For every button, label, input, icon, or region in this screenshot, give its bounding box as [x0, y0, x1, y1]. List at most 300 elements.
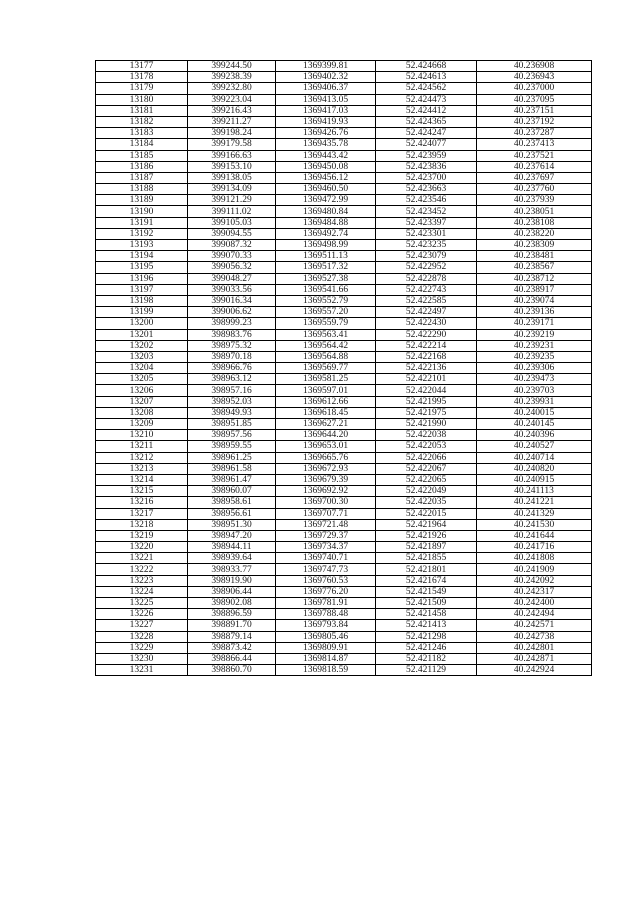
- point-number-cell: 13209: [96, 419, 188, 430]
- northing-cell: 1369692.92: [276, 486, 376, 497]
- table-row: [96, 620, 592, 631]
- latitude-cell: 52.421897: [376, 542, 477, 553]
- latitude-cell: 52.424412: [376, 105, 477, 116]
- point-number-cell: 13186: [96, 161, 188, 172]
- easting-cell: 398951.85: [188, 419, 276, 430]
- point-number-cell: 13221: [96, 553, 188, 564]
- table-row: [96, 486, 592, 497]
- point-number-cell: 13201: [96, 329, 188, 340]
- table-row: [96, 463, 592, 474]
- longitude-cell: 40.242571: [477, 620, 592, 631]
- longitude-cell: 40.241909: [477, 564, 592, 575]
- point-number-cell: 13212: [96, 452, 188, 463]
- point-number-cell: 13203: [96, 351, 188, 362]
- northing-cell: 1369781.91: [276, 598, 376, 609]
- table-row: [96, 385, 592, 396]
- table-row: [96, 195, 592, 206]
- table-row: [96, 351, 592, 362]
- table-row: [96, 284, 592, 295]
- point-number-cell: 13183: [96, 128, 188, 139]
- longitude-cell: 40.241530: [477, 519, 592, 530]
- northing-cell: 1369472.99: [276, 195, 376, 206]
- easting-cell: 398873.42: [188, 642, 276, 653]
- easting-cell: 398958.61: [188, 497, 276, 508]
- latitude-cell: 52.421801: [376, 564, 477, 575]
- point-number-cell: 13199: [96, 307, 188, 318]
- table-row: [96, 172, 592, 183]
- table-row: [96, 564, 592, 575]
- easting-cell: 399016.34: [188, 295, 276, 306]
- easting-cell: 398966.76: [188, 363, 276, 374]
- point-number-cell: 13194: [96, 251, 188, 262]
- northing-cell: 1369644.20: [276, 430, 376, 441]
- northing-cell: 1369435.78: [276, 139, 376, 150]
- latitude-cell: 52.423546: [376, 195, 477, 206]
- northing-cell: 1369564.42: [276, 340, 376, 351]
- easting-cell: 398957.56: [188, 430, 276, 441]
- point-number-cell: 13197: [96, 284, 188, 295]
- latitude-cell: 52.422035: [376, 497, 477, 508]
- longitude-cell: 40.240145: [477, 419, 592, 430]
- longitude-cell: 40.239703: [477, 385, 592, 396]
- longitude-cell: 40.242494: [477, 609, 592, 620]
- easting-cell: 399033.56: [188, 284, 276, 295]
- coordinates-table: [95, 60, 592, 676]
- longitude-cell: 40.242871: [477, 653, 592, 664]
- easting-cell: 399134.09: [188, 184, 276, 195]
- northing-cell: 1369627.21: [276, 419, 376, 430]
- point-number-cell: 13189: [96, 195, 188, 206]
- longitude-cell: 40.242400: [477, 598, 592, 609]
- point-number-cell: 13210: [96, 430, 188, 441]
- point-number-cell: 13193: [96, 240, 188, 251]
- latitude-cell: 52.421990: [376, 419, 477, 430]
- easting-cell: 398951.30: [188, 519, 276, 530]
- latitude-cell: 52.423301: [376, 228, 477, 239]
- longitude-cell: 40.236908: [477, 61, 592, 72]
- northing-cell: 1369480.84: [276, 206, 376, 217]
- table-row: [96, 452, 592, 463]
- point-number-cell: 13222: [96, 564, 188, 575]
- table-row: [96, 217, 592, 228]
- latitude-cell: 52.424668: [376, 61, 477, 72]
- longitude-cell: 40.239235: [477, 351, 592, 362]
- latitude-cell: 52.421129: [376, 665, 477, 676]
- easting-cell: 398860.70: [188, 665, 276, 676]
- point-number-cell: 13228: [96, 631, 188, 642]
- longitude-cell: 40.238108: [477, 217, 592, 228]
- latitude-cell: 52.422015: [376, 508, 477, 519]
- table-row: [96, 631, 592, 642]
- northing-cell: 1369793.84: [276, 620, 376, 631]
- latitude-cell: 52.424562: [376, 83, 477, 94]
- point-number-cell: 13184: [96, 139, 188, 150]
- easting-cell: 398879.14: [188, 631, 276, 642]
- latitude-cell: 52.421413: [376, 620, 477, 631]
- point-number-cell: 13213: [96, 463, 188, 474]
- latitude-cell: 52.422136: [376, 363, 477, 374]
- northing-cell: 1369740.71: [276, 553, 376, 564]
- easting-cell: 399223.04: [188, 94, 276, 105]
- easting-cell: 399166.63: [188, 150, 276, 161]
- latitude-cell: 52.422585: [376, 295, 477, 306]
- point-number-cell: 13188: [96, 184, 188, 195]
- table-row: [96, 396, 592, 407]
- latitude-cell: 52.423700: [376, 172, 477, 183]
- point-number-cell: 13218: [96, 519, 188, 530]
- coordinates-table-body: [96, 61, 592, 676]
- point-number-cell: 13223: [96, 575, 188, 586]
- latitude-cell: 52.424247: [376, 128, 477, 139]
- longitude-cell: 40.241808: [477, 553, 592, 564]
- point-number-cell: 13217: [96, 508, 188, 519]
- longitude-cell: 40.239171: [477, 318, 592, 329]
- longitude-cell: 40.238051: [477, 206, 592, 217]
- northing-cell: 1369597.01: [276, 385, 376, 396]
- point-number-cell: 13206: [96, 385, 188, 396]
- latitude-cell: 52.424473: [376, 94, 477, 105]
- northing-cell: 1369721.48: [276, 519, 376, 530]
- table-row: [96, 586, 592, 597]
- latitude-cell: 52.421926: [376, 530, 477, 541]
- easting-cell: 398959.55: [188, 441, 276, 452]
- table-row: [96, 161, 592, 172]
- easting-cell: 398961.47: [188, 474, 276, 485]
- easting-cell: 399056.32: [188, 262, 276, 273]
- latitude-cell: 52.421509: [376, 598, 477, 609]
- easting-cell: 399198.24: [188, 128, 276, 139]
- latitude-cell: 52.423836: [376, 161, 477, 172]
- easting-cell: 398944.11: [188, 542, 276, 553]
- point-number-cell: 13211: [96, 441, 188, 452]
- table-row: [96, 474, 592, 485]
- table-row: [96, 363, 592, 374]
- northing-cell: 1369419.93: [276, 116, 376, 127]
- table-row: [96, 519, 592, 530]
- latitude-cell: 52.422053: [376, 441, 477, 452]
- northing-cell: 1369809.91: [276, 642, 376, 653]
- northing-cell: 1369557.20: [276, 307, 376, 318]
- easting-cell: 398963.12: [188, 374, 276, 385]
- latitude-cell: 52.422290: [376, 329, 477, 340]
- latitude-cell: 52.423079: [376, 251, 477, 262]
- point-number-cell: 13220: [96, 542, 188, 553]
- northing-cell: 1369527.38: [276, 273, 376, 284]
- northing-cell: 1369541.66: [276, 284, 376, 295]
- northing-cell: 1369563.41: [276, 329, 376, 340]
- northing-cell: 1369760.53: [276, 575, 376, 586]
- table-row: [96, 150, 592, 161]
- longitude-cell: 40.239231: [477, 340, 592, 351]
- table-row: [96, 542, 592, 553]
- table-row: [96, 61, 592, 72]
- longitude-cell: 40.237000: [477, 83, 592, 94]
- table-row: [96, 441, 592, 452]
- latitude-cell: 52.421855: [376, 553, 477, 564]
- longitude-cell: 40.237151: [477, 105, 592, 116]
- latitude-cell: 52.422101: [376, 374, 477, 385]
- table-row: [96, 508, 592, 519]
- point-number-cell: 13207: [96, 396, 188, 407]
- longitude-cell: 40.238309: [477, 240, 592, 251]
- longitude-cell: 40.241716: [477, 542, 592, 553]
- easting-cell: 399216.43: [188, 105, 276, 116]
- longitude-cell: 40.237939: [477, 195, 592, 206]
- northing-cell: 1369406.37: [276, 83, 376, 94]
- northing-cell: 1369460.50: [276, 184, 376, 195]
- easting-cell: 399138.05: [188, 172, 276, 183]
- longitude-cell: 40.240015: [477, 407, 592, 418]
- longitude-cell: 40.237697: [477, 172, 592, 183]
- northing-cell: 1369805.46: [276, 631, 376, 642]
- easting-cell: 398919.90: [188, 575, 276, 586]
- easting-cell: 398952.03: [188, 396, 276, 407]
- table-row: [96, 295, 592, 306]
- longitude-cell: 40.237095: [477, 94, 592, 105]
- northing-cell: 1369776.20: [276, 586, 376, 597]
- longitude-cell: 40.241329: [477, 508, 592, 519]
- point-number-cell: 13192: [96, 228, 188, 239]
- latitude-cell: 52.422214: [376, 340, 477, 351]
- northing-cell: 1369443.42: [276, 150, 376, 161]
- point-number-cell: 13215: [96, 486, 188, 497]
- longitude-cell: 40.239473: [477, 374, 592, 385]
- table-row: [96, 94, 592, 105]
- latitude-cell: 52.422878: [376, 273, 477, 284]
- longitude-cell: 40.240915: [477, 474, 592, 485]
- northing-cell: 1369679.39: [276, 474, 376, 485]
- northing-cell: 1369734.37: [276, 542, 376, 553]
- easting-cell: 399105.03: [188, 217, 276, 228]
- longitude-cell: 40.239219: [477, 329, 592, 340]
- easting-cell: 398866.44: [188, 653, 276, 664]
- northing-cell: 1369417.03: [276, 105, 376, 116]
- latitude-cell: 52.422066: [376, 452, 477, 463]
- northing-cell: 1369707.71: [276, 508, 376, 519]
- easting-cell: 398896.59: [188, 609, 276, 620]
- northing-cell: 1369413.05: [276, 94, 376, 105]
- easting-cell: 399244.50: [188, 61, 276, 72]
- northing-cell: 1369450.08: [276, 161, 376, 172]
- point-number-cell: 13205: [96, 374, 188, 385]
- longitude-cell: 40.238481: [477, 251, 592, 262]
- table-row: [96, 228, 592, 239]
- northing-cell: 1369564.88: [276, 351, 376, 362]
- latitude-cell: 52.421458: [376, 609, 477, 620]
- point-number-cell: 13229: [96, 642, 188, 653]
- latitude-cell: 52.421674: [376, 575, 477, 586]
- table-row: [96, 497, 592, 508]
- easting-cell: 398970.18: [188, 351, 276, 362]
- point-number-cell: 13177: [96, 61, 188, 72]
- latitude-cell: 52.424613: [376, 72, 477, 83]
- longitude-cell: 40.242801: [477, 642, 592, 653]
- longitude-cell: 40.237287: [477, 128, 592, 139]
- point-number-cell: 13224: [96, 586, 188, 597]
- point-number-cell: 13181: [96, 105, 188, 116]
- easting-cell: 399121.29: [188, 195, 276, 206]
- latitude-cell: 52.421964: [376, 519, 477, 530]
- longitude-cell: 40.239074: [477, 295, 592, 306]
- latitude-cell: 52.421246: [376, 642, 477, 653]
- longitude-cell: 40.242092: [477, 575, 592, 586]
- northing-cell: 1369399.81: [276, 61, 376, 72]
- table-row: [96, 642, 592, 653]
- table-row: [96, 430, 592, 441]
- table-row: [96, 139, 592, 150]
- longitude-cell: 40.242738: [477, 631, 592, 642]
- northing-cell: 1369511.13: [276, 251, 376, 262]
- northing-cell: 1369672.93: [276, 463, 376, 474]
- table-row: [96, 665, 592, 676]
- longitude-cell: 40.239306: [477, 363, 592, 374]
- point-number-cell: 13227: [96, 620, 188, 631]
- northing-cell: 1369517.32: [276, 262, 376, 273]
- table-row: [96, 329, 592, 340]
- longitude-cell: 40.238567: [477, 262, 592, 273]
- latitude-cell: 52.422168: [376, 351, 477, 362]
- latitude-cell: 52.423452: [376, 206, 477, 217]
- table-row: [96, 318, 592, 329]
- latitude-cell: 52.422044: [376, 385, 477, 396]
- point-number-cell: 13178: [96, 72, 188, 83]
- easting-cell: 398891.70: [188, 620, 276, 631]
- latitude-cell: 52.422497: [376, 307, 477, 318]
- easting-cell: 398949.93: [188, 407, 276, 418]
- easting-cell: 399211.27: [188, 116, 276, 127]
- table-row: [96, 128, 592, 139]
- northing-cell: 1369788.48: [276, 609, 376, 620]
- point-number-cell: 13180: [96, 94, 188, 105]
- point-number-cell: 13216: [96, 497, 188, 508]
- easting-cell: 398902.08: [188, 598, 276, 609]
- northing-cell: 1369747.73: [276, 564, 376, 575]
- point-number-cell: 13200: [96, 318, 188, 329]
- easting-cell: 398956.61: [188, 508, 276, 519]
- point-number-cell: 13179: [96, 83, 188, 94]
- point-number-cell: 13202: [96, 340, 188, 351]
- longitude-cell: 40.242924: [477, 665, 592, 676]
- table-row: [96, 653, 592, 664]
- easting-cell: 399238.39: [188, 72, 276, 83]
- point-number-cell: 13214: [96, 474, 188, 485]
- easting-cell: 398960.07: [188, 486, 276, 497]
- table-row: [96, 419, 592, 430]
- longitude-cell: 40.239136: [477, 307, 592, 318]
- longitude-cell: 40.240396: [477, 430, 592, 441]
- point-number-cell: 13226: [96, 609, 188, 620]
- point-number-cell: 13204: [96, 363, 188, 374]
- latitude-cell: 52.423663: [376, 184, 477, 195]
- latitude-cell: 52.422067: [376, 463, 477, 474]
- point-number-cell: 13196: [96, 273, 188, 284]
- northing-cell: 1369814.87: [276, 653, 376, 664]
- table-row: [96, 307, 592, 318]
- easting-cell: 399006.62: [188, 307, 276, 318]
- point-number-cell: 13187: [96, 172, 188, 183]
- northing-cell: 1369612.66: [276, 396, 376, 407]
- latitude-cell: 52.422743: [376, 284, 477, 295]
- table-row: [96, 105, 592, 116]
- table-row: [96, 609, 592, 620]
- easting-cell: 398999.23: [188, 318, 276, 329]
- table-row: [96, 530, 592, 541]
- easting-cell: 399179.58: [188, 139, 276, 150]
- latitude-cell: 52.422038: [376, 430, 477, 441]
- latitude-cell: 52.423397: [376, 217, 477, 228]
- table-row: [96, 374, 592, 385]
- easting-cell: 398957.16: [188, 385, 276, 396]
- northing-cell: 1369818.59: [276, 665, 376, 676]
- table-row: [96, 598, 592, 609]
- easting-cell: 398947.20: [188, 530, 276, 541]
- longitude-cell: 40.240820: [477, 463, 592, 474]
- latitude-cell: 52.422049: [376, 486, 477, 497]
- northing-cell: 1369484.88: [276, 217, 376, 228]
- longitude-cell: 40.242317: [477, 586, 592, 597]
- easting-cell: 399048.27: [188, 273, 276, 284]
- northing-cell: 1369729.37: [276, 530, 376, 541]
- point-number-cell: 13182: [96, 116, 188, 127]
- longitude-cell: 40.241113: [477, 486, 592, 497]
- longitude-cell: 40.238917: [477, 284, 592, 295]
- table-row: [96, 407, 592, 418]
- latitude-cell: 52.423959: [376, 150, 477, 161]
- table-row: [96, 72, 592, 83]
- longitude-cell: 40.241221: [477, 497, 592, 508]
- point-number-cell: 13230: [96, 653, 188, 664]
- northing-cell: 1369426.76: [276, 128, 376, 139]
- table-row: [96, 240, 592, 251]
- northing-cell: 1369569.77: [276, 363, 376, 374]
- longitude-cell: 40.237614: [477, 161, 592, 172]
- easting-cell: 399153.10: [188, 161, 276, 172]
- latitude-cell: 52.423235: [376, 240, 477, 251]
- latitude-cell: 52.421995: [376, 396, 477, 407]
- table-row: [96, 184, 592, 195]
- longitude-cell: 40.238712: [477, 273, 592, 284]
- point-number-cell: 13191: [96, 217, 188, 228]
- point-number-cell: 13198: [96, 295, 188, 306]
- longitude-cell: 40.236943: [477, 72, 592, 83]
- northing-cell: 1369456.12: [276, 172, 376, 183]
- northing-cell: 1369665.76: [276, 452, 376, 463]
- easting-cell: 399111.02: [188, 206, 276, 217]
- point-number-cell: 13185: [96, 150, 188, 161]
- easting-cell: 398983.76: [188, 329, 276, 340]
- easting-cell: 399087.32: [188, 240, 276, 251]
- longitude-cell: 40.239931: [477, 396, 592, 407]
- easting-cell: 398939.64: [188, 553, 276, 564]
- point-number-cell: 13225: [96, 598, 188, 609]
- longitude-cell: 40.240714: [477, 452, 592, 463]
- northing-cell: 1369498.99: [276, 240, 376, 251]
- point-number-cell: 13190: [96, 206, 188, 217]
- longitude-cell: 40.237521: [477, 150, 592, 161]
- table-row: [96, 553, 592, 564]
- table-row: [96, 575, 592, 586]
- northing-cell: 1369559.79: [276, 318, 376, 329]
- easting-cell: 398906.44: [188, 586, 276, 597]
- table-row: [96, 273, 592, 284]
- easting-cell: 398961.58: [188, 463, 276, 474]
- easting-cell: 398975.32: [188, 340, 276, 351]
- table-row: [96, 83, 592, 94]
- easting-cell: 399094.55: [188, 228, 276, 239]
- longitude-cell: 40.237192: [477, 116, 592, 127]
- latitude-cell: 52.424077: [376, 139, 477, 150]
- easting-cell: 399070.33: [188, 251, 276, 262]
